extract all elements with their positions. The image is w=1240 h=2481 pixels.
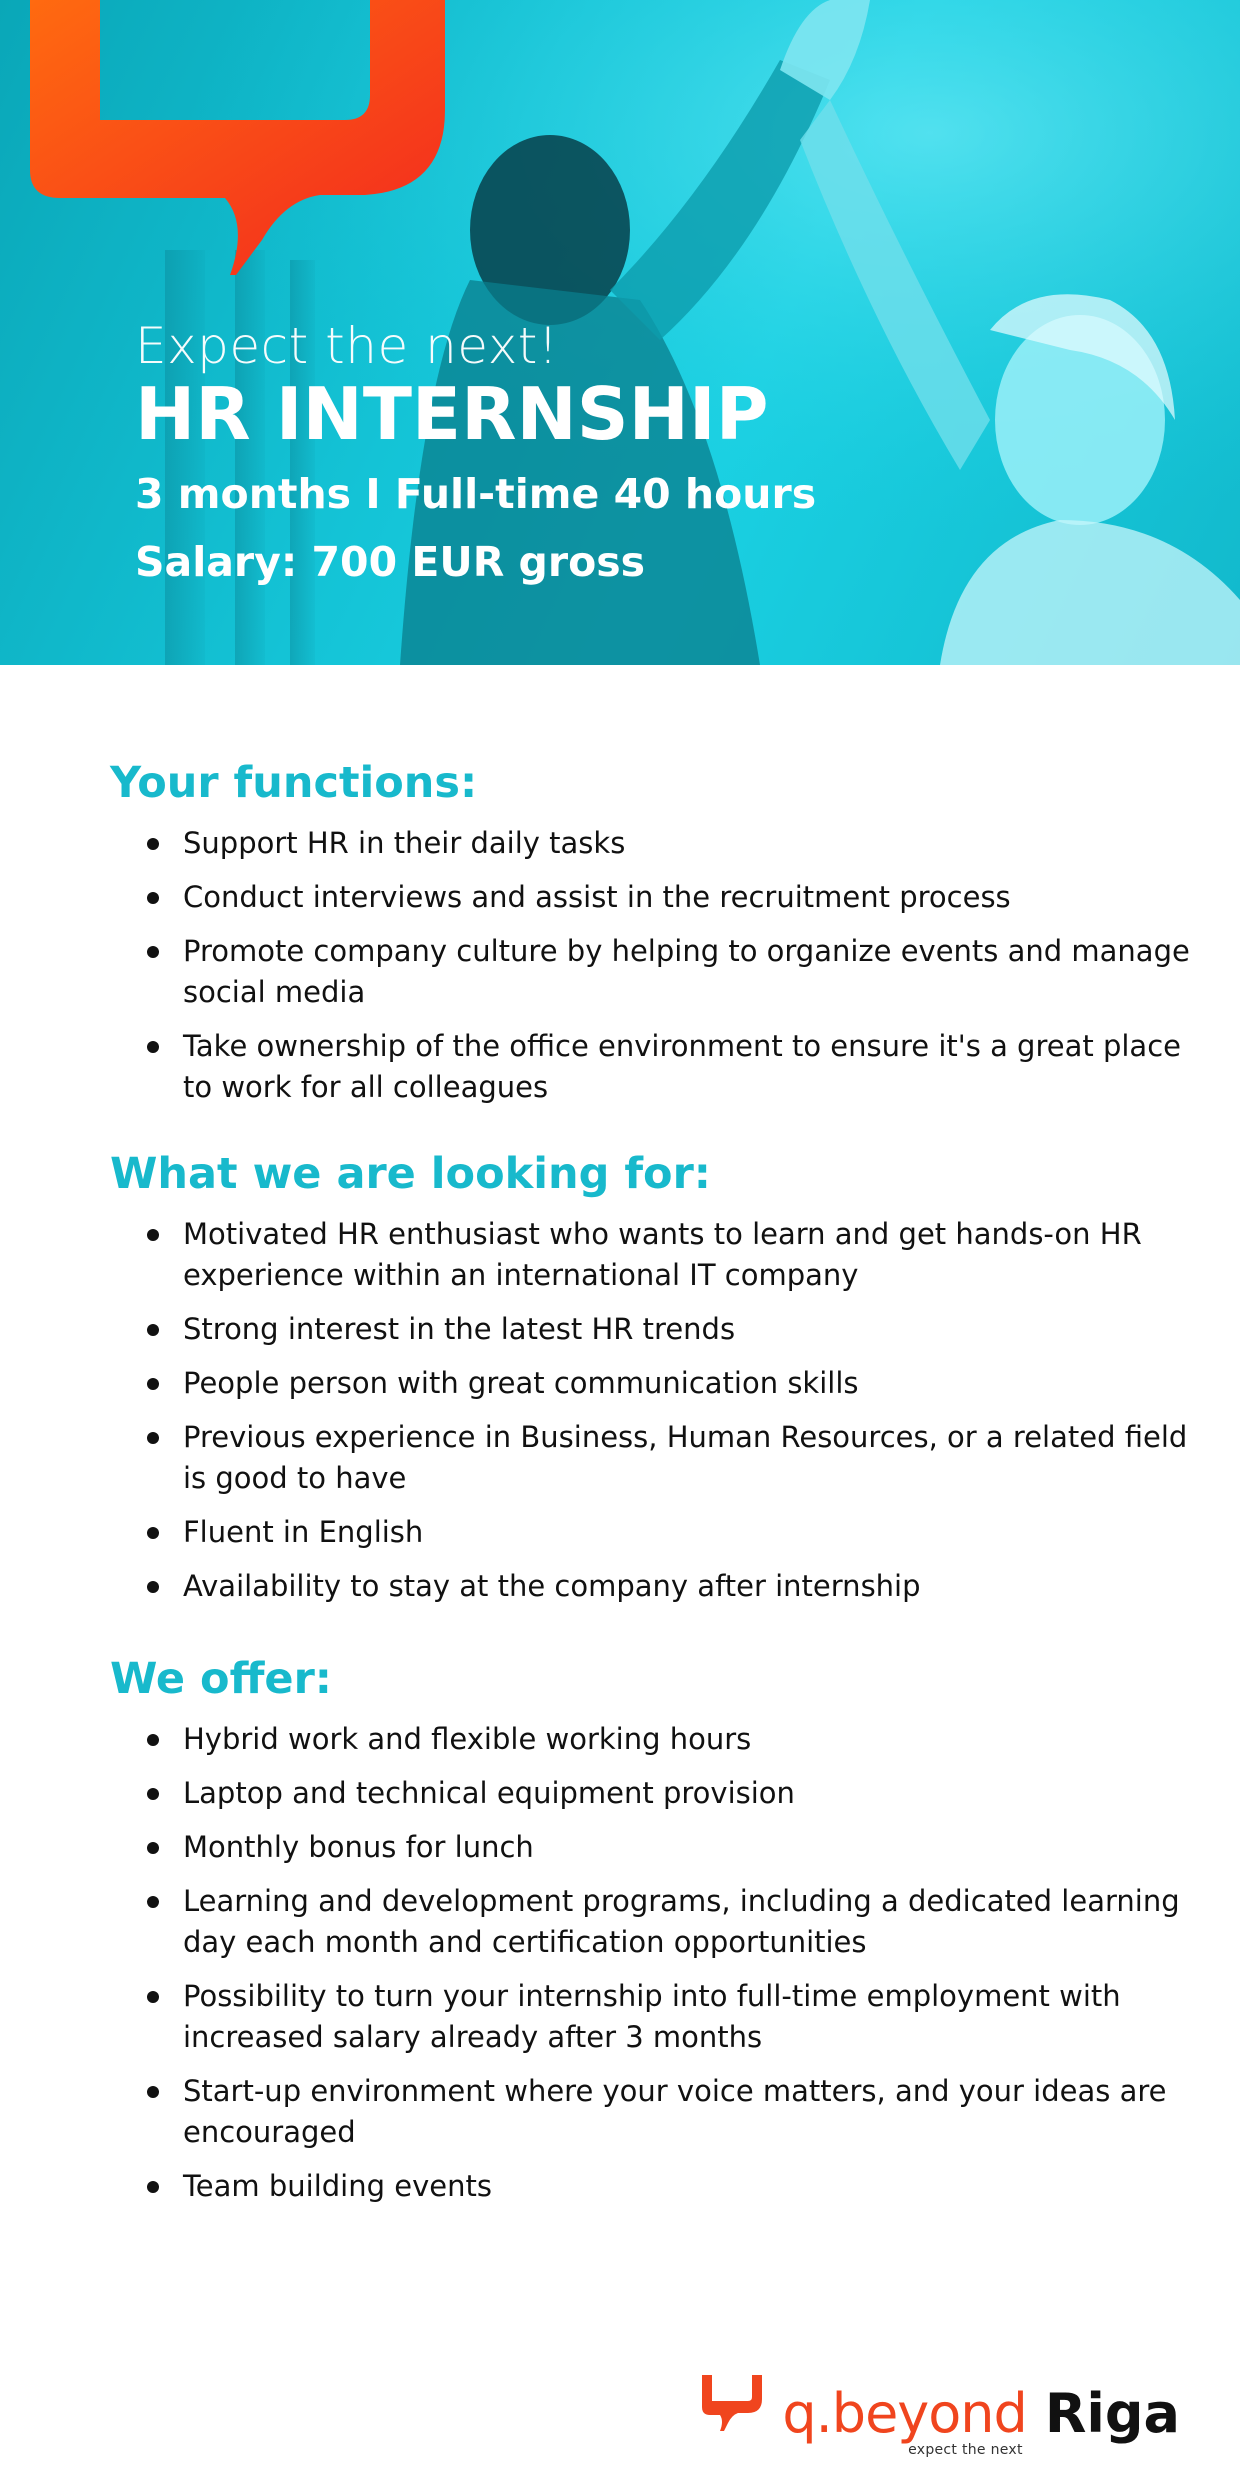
list-item bbox=[110, 1214, 1190, 1296]
bullet-icon bbox=[147, 1432, 159, 1444]
list-item-text: Take ownership of the office environment to ensure it's a great place to work for all colleagues bbox=[183, 1029, 1181, 1104]
hero-text-block bbox=[135, 315, 816, 593]
brand-name: q.beyond bbox=[782, 2382, 1027, 2445]
list-item-text: Monthly bonus for lunch bbox=[183, 1830, 534, 1864]
bullet-icon bbox=[147, 1991, 159, 2003]
list-item-text: Learning and development programs, including a dedicated learning day each month and certification opportunities bbox=[183, 1884, 1180, 1959]
bullet-icon bbox=[147, 1788, 159, 1800]
list-item bbox=[110, 877, 1190, 918]
bullet-icon bbox=[147, 892, 159, 904]
bullet-icon bbox=[147, 2086, 159, 2098]
bullet-icon bbox=[147, 1581, 159, 1593]
list-item-text: Strong interest in the latest HR trends bbox=[183, 1312, 736, 1346]
hero-tagline: Expect the next! bbox=[135, 317, 559, 375]
list-item-text: Hybrid work and flexible working hours bbox=[183, 1722, 752, 1756]
section-functions bbox=[110, 755, 1190, 1108]
bullet-icon bbox=[147, 1041, 159, 1053]
list-item-text: People person with great communication skills bbox=[183, 1366, 859, 1400]
bullet-icon bbox=[147, 2181, 159, 2193]
list-item bbox=[110, 1363, 1190, 1404]
list-item bbox=[110, 1026, 1190, 1108]
list-item bbox=[110, 1719, 1190, 1760]
list-item-text: Support HR in their daily tasks bbox=[183, 826, 626, 860]
qbeyond-logo-mark-icon bbox=[0, 0, 460, 285]
list-item bbox=[110, 2071, 1190, 2153]
bullet-icon bbox=[147, 1378, 159, 1390]
brand-tagline: expect the next bbox=[908, 2442, 1023, 2458]
job-description bbox=[110, 755, 1190, 2245]
list-item-text: Team building events bbox=[183, 2169, 492, 2203]
list-item-text: Previous experience in Business, Human Resources, or a related field is good to have bbox=[183, 1420, 1188, 1495]
bullet-icon bbox=[147, 1527, 159, 1539]
bullet-icon bbox=[147, 1896, 159, 1908]
bullet-list bbox=[110, 1719, 1190, 2207]
list-item-text: Promote company culture by helping to organize events and manage social media bbox=[183, 934, 1190, 1009]
section-offer bbox=[110, 1651, 1190, 2207]
qbeyond-speech-bubble-icon bbox=[698, 2375, 764, 2444]
list-item-text: Start-up environment where your voice matters, and your ideas are encouraged bbox=[183, 2074, 1167, 2149]
bullet-icon bbox=[147, 1734, 159, 1746]
hero-salary: Salary: 700 EUR gross bbox=[135, 538, 646, 586]
section-requirements bbox=[110, 1146, 1190, 1607]
list-item bbox=[110, 823, 1190, 864]
list-item-text: Availability to stay at the company after internship bbox=[183, 1569, 921, 1603]
list-item bbox=[110, 1566, 1190, 1607]
hero-banner bbox=[0, 0, 1240, 665]
bullet-icon bbox=[147, 946, 159, 958]
list-item bbox=[110, 1773, 1190, 1814]
section-heading: What we are looking for: bbox=[110, 1149, 711, 1199]
page-title: HR INTERNSHIP bbox=[135, 372, 769, 456]
list-item-text: Motivated HR enthusiast who wants to learn and get hands-on HR experience within an international IT company bbox=[183, 1217, 1142, 1292]
brand-wordmark bbox=[782, 2382, 1027, 2458]
section-heading: Your functions: bbox=[110, 758, 478, 808]
list-item bbox=[110, 2166, 1190, 2207]
list-item-text: Fluent in English bbox=[183, 1515, 424, 1549]
footer-brand-logo bbox=[698, 2375, 1180, 2458]
list-item bbox=[110, 1976, 1190, 2058]
bullet-icon bbox=[147, 1229, 159, 1241]
section-heading: We offer: bbox=[110, 1654, 332, 1704]
bullet-list bbox=[110, 1214, 1190, 1607]
list-item-text: Possibility to turn your internship into full-time employment with increased salary already after 3 months bbox=[183, 1979, 1121, 2054]
bullet-list bbox=[110, 823, 1190, 1108]
list-item bbox=[110, 1827, 1190, 1868]
list-item-text: Conduct interviews and assist in the recruitment process bbox=[183, 880, 1011, 914]
list-item bbox=[110, 931, 1190, 1013]
hero-duration: 3 months I Full-time 40 hours bbox=[135, 470, 817, 518]
list-item-text: Laptop and technical equipment provision bbox=[183, 1776, 795, 1810]
list-item bbox=[110, 1512, 1190, 1553]
bullet-icon bbox=[147, 1842, 159, 1854]
list-item bbox=[110, 1417, 1190, 1499]
bullet-icon bbox=[147, 838, 159, 850]
brand-city: Riga bbox=[1044, 2382, 1180, 2445]
bullet-icon bbox=[147, 1324, 159, 1336]
list-item bbox=[110, 1309, 1190, 1350]
list-item bbox=[110, 1881, 1190, 1963]
